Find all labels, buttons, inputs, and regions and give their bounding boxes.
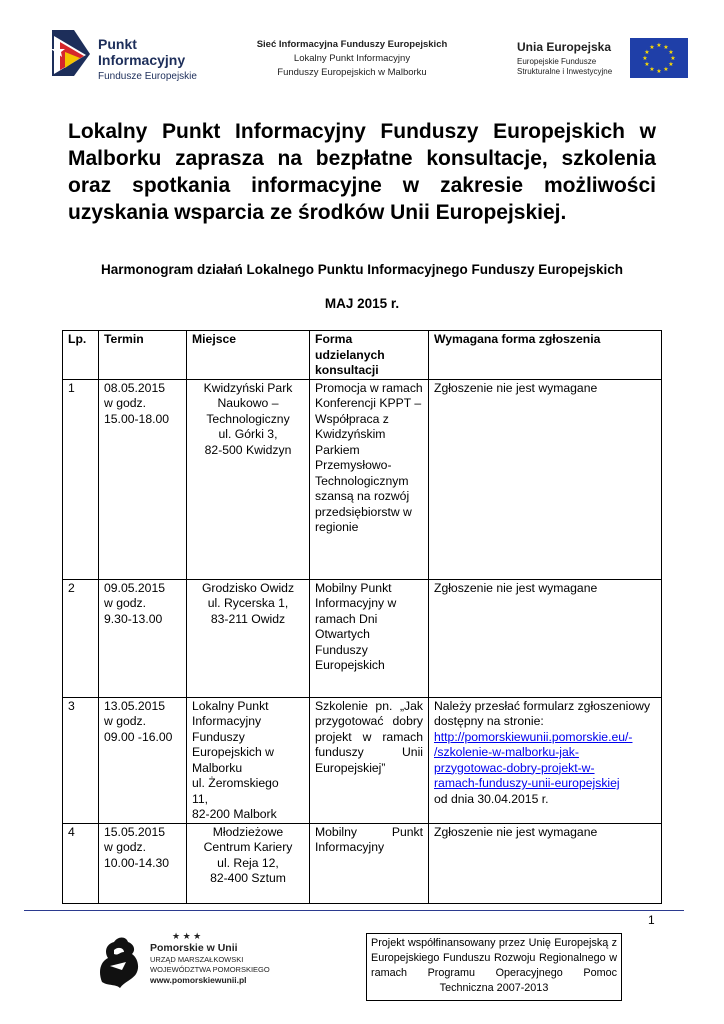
page-title: Lokalny Punkt Informacyjny Funduszy Europejskich w Malborku zaprasza na bezpłatne konsultacje, szkolenia oraz spotkania informacyjne w zakresie możliwości uzyskania wsparcia ze środków Unii Europejskiej. <box>68 120 656 224</box>
registration-link[interactable]: ramach-funduszy-unii-europejskiej <box>434 776 620 790</box>
funding-note: Projekt współfinansowany przez Unię Europejską z Europejskiego Funduszu Rozwoju Regionalnego w ramach Programu Operacyjnego Pomoc Techniczna 2007-2013 <box>366 933 622 1001</box>
registration-link[interactable]: /szkolenie-w-malborku-jak- <box>434 745 579 759</box>
row-place: Kwidzyński Park Naukowo – Technologiczny ul. Górki 3, 82-500 Kwidzyn <box>187 379 310 579</box>
header-forma: Forma udzielanych konsultacji <box>310 331 429 380</box>
row-date: 15.05.2015 w godz. 10.00-14.30 <box>99 823 187 903</box>
eu-subtitle: Europejskie Fundusze Strukturalne i Inwestycyjne <box>517 57 613 76</box>
table-row <box>63 379 662 579</box>
header-zgloszenie: Wymagana forma zgłoszenia <box>429 331 662 380</box>
row-number: 4 <box>63 823 99 903</box>
row-place: Lokalny Punkt Informacyjny Funduszy Europejskich w Malborku ul. Żeromskiego 11, 82-200 Malbork <box>187 697 310 823</box>
svg-text:★: ★ <box>663 66 669 73</box>
svg-text:★: ★ <box>644 61 650 68</box>
header-miejsce: Miejsce <box>187 331 310 380</box>
row-date: 09.05.2015 w godz. 9.30-13.00 <box>99 579 187 697</box>
pomorskie-text: ★ ★ ★ Pomorskie w Unii URZĄD MARSZAŁKOWSKI WOJEWÓDZTWA POMORSKIEGO www.pomorskiewunii.pl <box>150 931 270 985</box>
fundusze-europejskie-logo <box>50 24 220 88</box>
row-place: Grodzisko Owidz ul. Rycerska 1, 83-211 Owidz <box>187 579 310 697</box>
logo-title: Punkt Informacyjny <box>98 36 186 68</box>
svg-text:★: ★ <box>644 49 650 56</box>
footer-divider <box>24 910 684 911</box>
registration-link[interactable]: przygotowac-dobry-projekt-w- <box>434 760 595 775</box>
row-date: 13.05.2015 w godz. 09.00 -16.00 <box>99 697 187 823</box>
row-requirement: Zgłoszenie nie jest wymagane <box>429 379 662 579</box>
registration-link[interactable]: http://pomorskiewunii.pomorskie.eu/- <box>434 729 633 744</box>
row-number: 1 <box>63 379 99 579</box>
page-number: 1 <box>648 913 655 927</box>
svg-text:★: ★ <box>663 44 669 51</box>
svg-text:★: ★ <box>656 42 662 49</box>
table-row <box>63 579 662 697</box>
schedule-table <box>62 330 662 904</box>
svg-text:★: ★ <box>668 61 674 68</box>
pomorskie-logo <box>92 930 298 994</box>
row-form: Szkolenie pn. „Jak przygotować dobry projekt w ramach funduszy Unii Europejskiej” <box>310 697 429 823</box>
eu-flag-icon <box>630 38 688 78</box>
row-requirement: Zgłoszenie nie jest wymagane <box>429 823 662 903</box>
punkt-informacyjny-logo-icon <box>50 28 92 78</box>
svg-text:★: ★ <box>668 49 674 56</box>
row-number: 3 <box>63 697 99 823</box>
svg-text:★: ★ <box>649 44 655 51</box>
table-row <box>63 823 662 903</box>
row-requirement: Należy przesłać formularz zgłoszeniowy dostępny na stronie: http://pomorskiewunii.pomorskie.eu/- /szkolenie-w-malborku-jak- przygotowac-dobry-projekt-w- ramach-funduszy-unii-europejskiej od dnia 30.04.2015 r. <box>429 697 662 823</box>
stars-icon: ★ ★ ★ <box>172 931 202 941</box>
table-header-row <box>63 331 662 380</box>
schedule-month: MAJ 2015 r. <box>324 296 400 311</box>
row-form: Promocja w ramach Konferencji KPPT – Współpraca z Kwidzyńskim Parkiem Przemysłowo-Technologicznym szansą na rozwój przedsiębiorstw w regionie <box>310 379 429 579</box>
logo-subtitle: Fundusze Europejskie <box>98 71 197 82</box>
griffin-emblem-icon <box>92 932 146 992</box>
schedule-subtitle: Harmonogram działań Lokalnego Punktu Informacyjnego Funduszy Europejskich <box>100 262 624 277</box>
row-number: 2 <box>63 579 99 697</box>
svg-text:★: ★ <box>649 66 655 73</box>
table-row <box>63 697 662 823</box>
row-form: Mobilny Punkt Informacyjny <box>310 823 429 903</box>
row-date: 08.05.2015 w godz. 15.00-18.00 <box>99 379 187 579</box>
svg-text:★: ★ <box>670 55 676 62</box>
row-place: Młodzieżowe Centrum Kariery ul. Reja 12, 82-400 Sztum <box>187 823 310 903</box>
svg-text:★: ★ <box>656 68 662 75</box>
row-requirement: Zgłoszenie nie jest wymagane <box>429 579 662 697</box>
page-header <box>0 0 724 100</box>
row-form: Mobilny Punkt Informacyjny w ramach Dni Otwartych Funduszy Europejskich <box>310 579 429 697</box>
svg-text:★: ★ <box>642 55 648 62</box>
network-heading: Sieć Informacyjna Funduszy Europejskich Lokalny Punkt Informacyjny Funduszy Europejskich w Malborku <box>256 39 448 78</box>
header-lp: Lp. <box>63 331 99 380</box>
header-termin: Termin <box>99 331 187 380</box>
eu-logo <box>512 38 692 94</box>
eu-title: Unia Europejska <box>517 40 612 54</box>
